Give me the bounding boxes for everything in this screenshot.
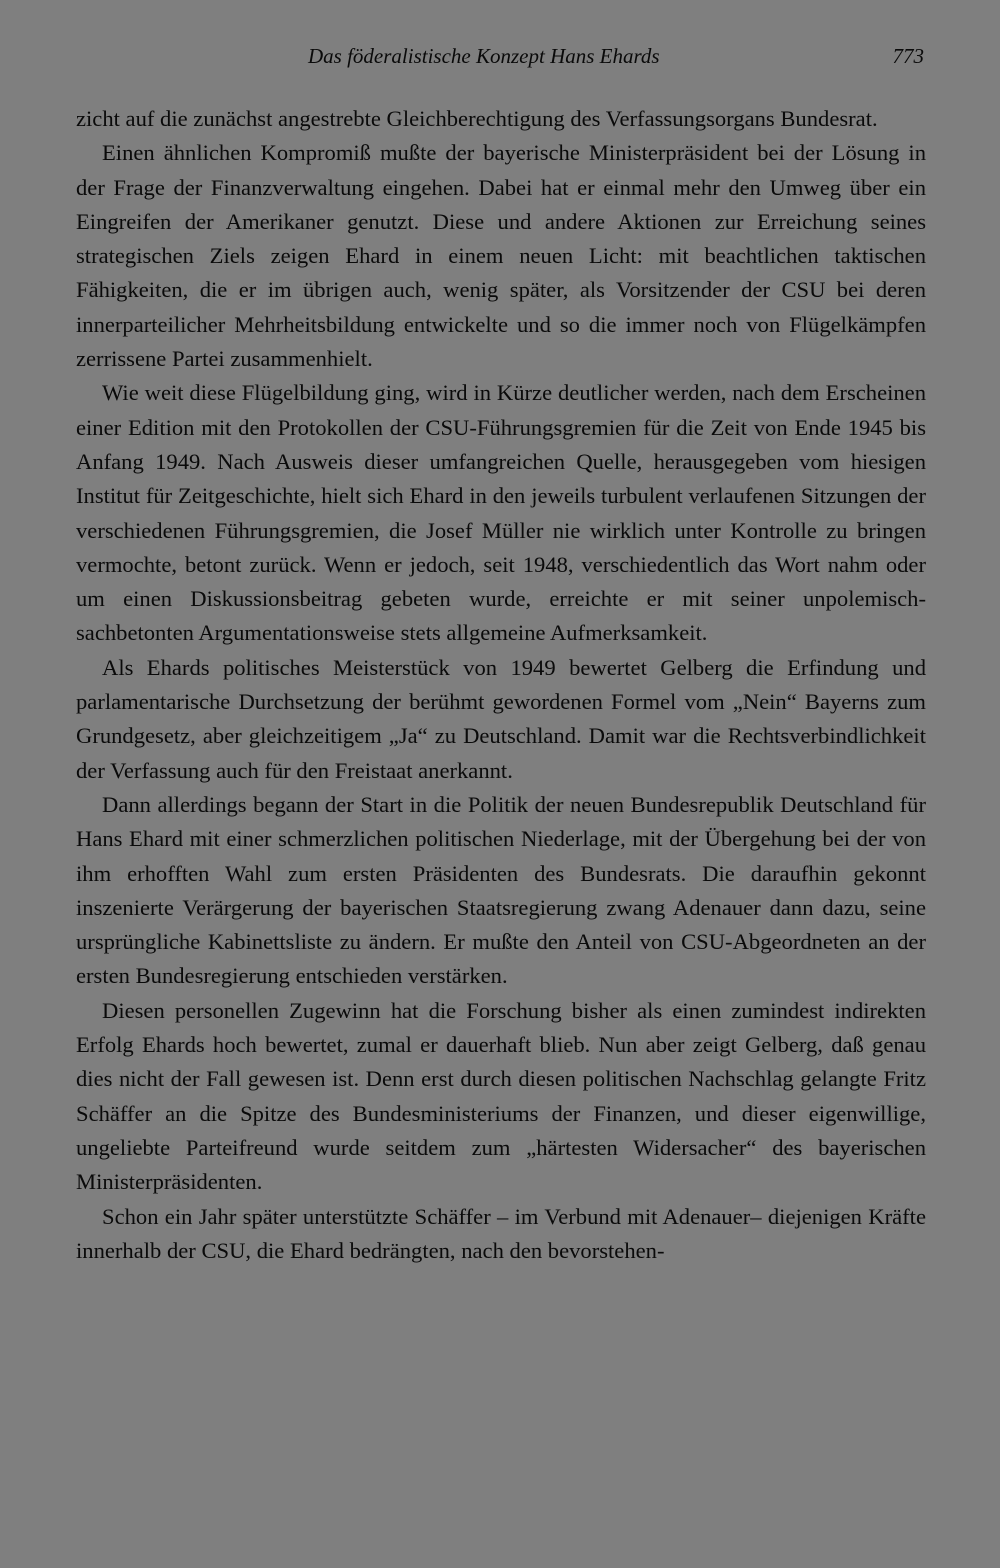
paragraph: Dann allerdings begann der Start in die Politik der neuen Bundesrepublik Deutschland für Hans Ehard mit einer schmerzlichen politischen Niederlage, mit der Übergehung bei der von ihm erhofften Wahl zum ersten Präsidenten des Bundesrats. Die daraufhin gekonnt inszenierte Verärgerung der bayerischen Staatsregierung zwang Adenauer dann dazu, seine ursprüngliche Kabinettsliste zu ändern. Er mußte den Anteil von CSU-Abgeordneten an der ersten Bundesregierung entschieden verstärken.: [76, 791, 926, 989]
page-number: 773: [892, 44, 924, 68]
page-header: [76, 40, 926, 80]
paragraph: Einen ähnlichen Kompromiß mußte der bayerische Ministerpräsident bei der Lösung in der Frage der Finanzverwaltung eingehen. Dabei hat er einmal mehr den Umweg über ein Eingreifen der Amerikaner genutzt. Diese und andere Aktionen zur Erreichung seines strategischen Ziels zeigen Ehard in einem neuen Licht: mit beachtlichen taktischen Fähigkeiten, die er im übrigen auch, wenig später, als Vorsitzender der CSU bei deren innerparteilicher Mehrheitsbildung entwickelte und so die immer noch von Flügelkämpfen zerrissene Partei zusammenhielt.: [76, 140, 926, 372]
body-text: [76, 102, 926, 1268]
paragraph: Wie weit diese Flügelbildung ging, wird in Kürze deutlicher werden, nach dem Erscheinen einer Edition mit den Protokollen der CSU-Führungsgremien für die Zeit von Ende 1945 bis Anfang 1949. Nach Ausweis dieser umfangreichen Quelle, herausgegeben vom hiesigen Institut für Zeitgeschichte, hielt sich Ehard in den jeweils turbulent verlaufenen Sitzungen der verschiedenen Führungsgremien, die Josef Müller nie wirklich unter Kontrolle zu bringen vermochte, betont zurück. Wenn er jedoch, seit 1948, verschiedentlich das Wort nahm oder um einen Diskussionsbeitrag gebeten wurde, erreichte er mit seiner unpolemisch-sachbetonten Argumentationsweise stets allgemeine Aufmerksamkeit.: [76, 380, 926, 646]
paragraph-continued: zicht auf die zunächst angestrebte Gleichberechtigung des Verfassungsorgans Bundesrat.: [76, 106, 878, 131]
paragraph: Schon ein Jahr später unterstützte Schäffer – im Verbund mit Adenauer– diejenigen Kräfte innerhalb der CSU, die Ehard bedrängten, nach den bevorstehen-: [76, 1203, 926, 1263]
book-page: [76, 40, 926, 1268]
running-title: Das föderalistische Konzept Hans Ehards: [308, 44, 660, 68]
paragraph: Diesen personellen Zugewinn hat die Forschung bisher als einen zumindest indirekten Erfolg Ehards hoch bewertet, zumal er dauerhaft blieb. Nun aber zeigt Gelberg, daß genau dies nicht der Fall gewesen ist. Denn erst durch diesen politischen Nachschlag gelangte Fritz Schäffer an die Spitze des Bundesministeriums der Finanzen, und dieser eigenwillige, ungeliebte Parteifreund wurde seitdem zum „härtesten Widersacher“ des bayerischen Ministerpräsidenten.: [76, 997, 926, 1195]
paragraph: Als Ehards politisches Meisterstück von 1949 bewertet Gelberg die Erfindung und parlamentarische Durchsetzung der berühmt gewordenen Formel vom „Nein“ Bayerns zum Grundgesetz, aber gleichzeitigem „Ja“ zu Deutschland. Damit war die Rechtsverbindlichkeit der Verfassung auch für den Freistaat anerkannt.: [76, 654, 926, 783]
